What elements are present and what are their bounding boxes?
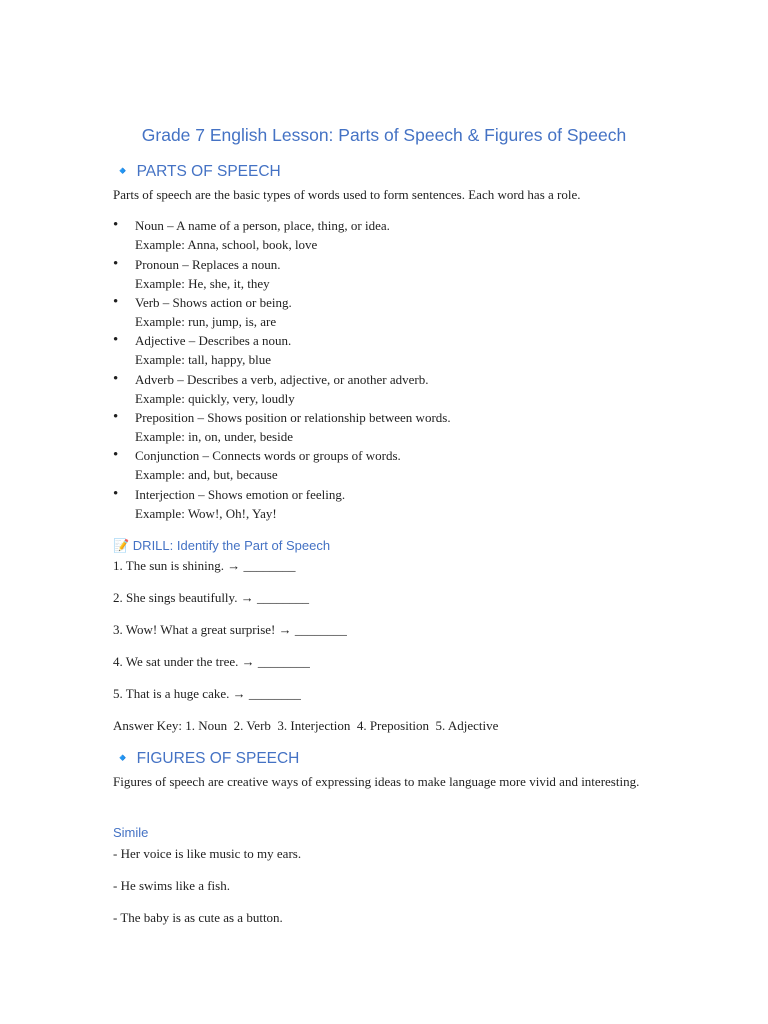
bullet-icon: • <box>113 332 119 348</box>
bullet-icon: • <box>113 370 119 387</box>
term-example: Example: run, jump, is, are <box>135 314 277 330</box>
term-example: Example: quickly, very, loudly <box>135 390 295 406</box>
figures-of-speech-intro: Figures of speech are creative ways of expressing ideas to make language more vivid and interesting. <box>113 774 640 789</box>
simile-example: - He swims like a fish. <box>113 878 230 893</box>
term-definition: Noun – A name of a person, place, thing, or idea. <box>135 218 390 233</box>
simile-example: - Her voice is like music to my ears. <box>113 846 302 861</box>
term-example: Example: tall, happy, blue <box>135 352 271 368</box>
drill-item: 2. She sings beautifully. → ________ <box>113 590 309 605</box>
document-title: Grade 7 English Lesson: Parts of Speech & Figures of Speech <box>141 125 627 145</box>
term-example: Example: He, she, it, they <box>135 275 270 291</box>
drill-item: 4. We sat under the tree. → ________ <box>113 654 310 669</box>
term-example: Example: and, but, because <box>135 467 278 483</box>
bullet-icon: • <box>113 217 119 233</box>
term-definition: Adverb – Describes a verb, adjective, or another adverb. <box>135 371 429 387</box>
term-definition: Conjunction – Connects words or groups of words. <box>135 448 401 463</box>
term-definition: Preposition – Shows position or relationship between words. <box>135 410 451 425</box>
term-definition: Pronoun – Replaces a noun. <box>135 256 281 272</box>
simile-example: - The baby is as cute as a button. <box>113 910 283 925</box>
bullet-icon: • <box>113 294 119 310</box>
bullet-icon: • <box>113 409 119 425</box>
drill-item: 5. That is a huge cake. → ________ <box>113 686 301 701</box>
parts-of-speech-heading: 🔹 PARTS OF SPEECH <box>113 163 281 180</box>
drill-item: 1. The sun is shining. → ________ <box>113 558 296 573</box>
figures-of-speech-heading: 🔹 FIGURES OF SPEECH <box>113 750 300 767</box>
answer-key: Answer Key: 1. Noun 2. Verb 3. Interjection 4. Preposition 5. Adjective <box>113 718 499 733</box>
bullet-icon: • <box>113 255 119 272</box>
drill-heading: 📝 DRILL: Identify the Part of Speech <box>113 538 331 553</box>
bullet-icon: • <box>113 485 119 502</box>
term-example: Example: Wow!, Oh!, Yay! <box>135 505 277 521</box>
term-definition: Adjective – Describes a noun. <box>135 333 292 348</box>
term-definition: Verb – Shows action or being. <box>135 295 292 310</box>
term-definition: Interjection – Shows emotion or feeling. <box>135 486 346 502</box>
simile-heading: Simile <box>113 825 149 840</box>
term-example: Example: in, on, under, beside <box>135 429 293 445</box>
term-example: Example: Anna, school, book, love <box>135 237 318 253</box>
drill-item: 3. Wow! What a great surprise! → ________ <box>113 622 347 637</box>
parts-of-speech-intro: Parts of speech are the basic types of words used to form sentences. Each word has a role. <box>113 187 581 202</box>
bullet-icon: • <box>113 447 119 463</box>
